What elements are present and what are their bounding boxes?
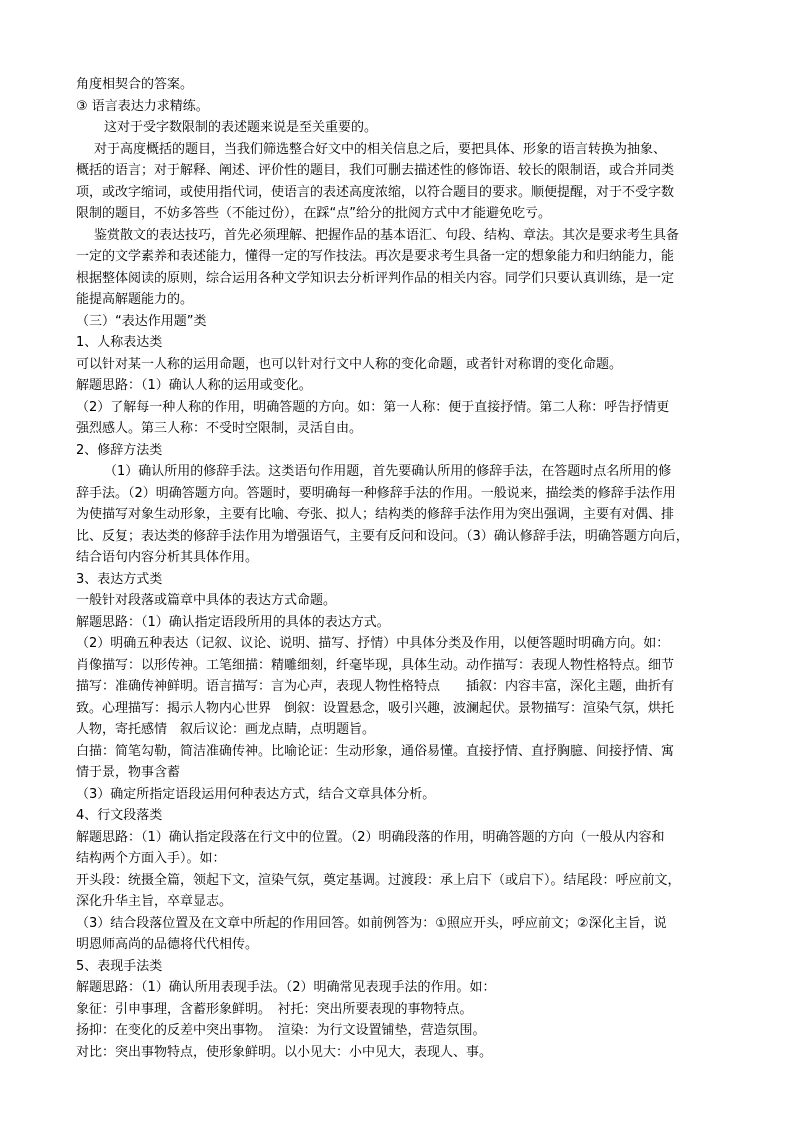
text-line: 根据整体阅读的原则，综合运用各种文学知识去分析评判作品的相关内容。同学们只要认真训练，是一定: [76, 270, 675, 286]
text-line: 这对于受字数限制的表述题来说是至关重要的。: [104, 120, 378, 135]
text-line: 致。心理描写：揭示人物内心世界 倒叙：设置悬念，吸引兴趣，波澜起伏。景物描写：渲染气氛，烘托: [76, 700, 675, 716]
text-line: 解题思路：（1）确认指定语段所用的具体的表达方式。: [76, 614, 390, 630]
text-line: 辞手法。（2）明确答题方向。答题时，要明确每一种修辞手法的作用。一般说来，描绘类的修辞手法作用: [76, 485, 676, 501]
text-line: 深化升华主旨，卒章显志。: [76, 894, 233, 909]
text-line: 描写：准确传神鲜明。语言描写：言为心声，表现人物性格特点 插叙：内容丰富，深化主题，曲折有: [76, 679, 675, 694]
text-line: 扬抑：在变化的反差中突出事物。 渲染：为行文设置铺垫，营造氛围。: [76, 1023, 486, 1038]
text-line: 能提高解题能力的。: [76, 292, 194, 307]
text-line: 鉴赏散文的表达技巧，首先必须理解、把握作品的基本语汇、句段、结构、章法。其次是要求考生具备: [94, 227, 680, 243]
text-line: 5、表现手法类: [76, 958, 163, 974]
text-line: 开头段：统摄全篇，领起下文，渲染气氛，奠定基调。过渡段：承上启下（或启下）。结尾段：呼应前文，: [76, 872, 681, 888]
text-line: 2、修辞方法类: [76, 442, 163, 458]
text-line: 强烈感人。第三人称：不受时空限制，灵活自由。: [76, 421, 363, 436]
text-line: 一般针对段落或篇章中具体的表达方式命题。: [76, 593, 337, 608]
text-line: 对于高度概括的题目，当我们筛选整合好文中的相关信息之后，要把具体、形象的语言转换为抽象、: [94, 141, 667, 157]
text-line: 为使描写对象生动形象，主要有比喻、夸张、拟人；结构类的修辞手法作用为突出强调，主要有对偶、排: [76, 507, 675, 522]
text-line: 白描：简笔勾勒，简洁准确传神。比喻论证：生动形象，通俗易懂。直接抒情、直抒胸臆、间接抒情、寓: [76, 743, 675, 759]
text-line: 象征：引申事理，含蓄形象鲜明。 衬托：突出所要表现的事物特点。: [76, 1001, 473, 1017]
text-line: 人物，寄托感情 叙后议论：画龙点睛，点明题旨。: [76, 722, 376, 737]
text-line: 解题思路：（1）确认人称的运用或变化。: [76, 378, 312, 393]
text-line: 结构两个方面入手）。如：: [76, 851, 226, 866]
text-line: 概括的语言；对于解释、阐述、评价性的题目，我们可删去描述性的修饰语、较长的限制语，或合并同类: [76, 163, 675, 178]
text-line: （3）结合段落位置及在文章中所起的作用回答。如前例答为：①照应开头，呼应前文；②深化主旨，说: [76, 915, 667, 931]
text-line: （2）明确五种表达（记叙、议论、说明、描写、抒情）中具体分类及作用，以便答题时明确方向。如：: [76, 636, 670, 651]
text-line: 可以针对某一人称的运用命题，也可以针对行文中人称的变化命题，或者针对称谓的变化命题。: [76, 356, 623, 372]
text-line: 情于景，物事含蓄: [76, 765, 181, 780]
text-line: （三）“表达作用题”类: [76, 313, 207, 329]
text-line: 1、人称表达类: [76, 335, 163, 350]
text-line: 4、行文段落类: [76, 808, 163, 823]
document-page: [76, 74, 724, 1063]
text-line: 限制的题目，不妨多答些（不能过份），在踩“点”给分的批阅方式中才能避免吃亏。: [76, 206, 551, 221]
text-line: （2）了解每一种人称的作用，明确答题的方向。如：第一人称：便于直接抒情。第二人称：呼告抒情更: [76, 399, 670, 415]
text-line: 3、表达方式类: [76, 571, 163, 587]
text-line: （3）确定所指定语段运用何种表达方式，结合文章具体分析。: [76, 786, 436, 802]
text-line: 项，或改字缩词，或使用指代词，使语言的表述高度浓缩，以符合题目的要求。顺便提醒，对于不受字数: [76, 184, 675, 200]
text-line: ③ 语言表达力求精练。: [76, 98, 209, 114]
text-line: 角度相契合的答案。: [76, 77, 194, 92]
text-line: 结合语句内容分析其具体作用。: [76, 550, 259, 565]
text-line: 解题思路：（1）确认指定段落在行文中的位置。（2）明确段落的作用，明确答题的方向（一般从内容和: [76, 829, 665, 845]
text-line: 一定的文学素养和表述能力，懂得一定的写作技法。再次是要求考生具备一定的想象能力和归纳能力，能: [76, 249, 675, 264]
text-line: 肖像描写：以形传神。工笔细描：精雕细刻，纤毫毕现，具体生动。动作描写：表现人物性格特点。细节: [76, 657, 675, 673]
text-line: 比、反复；表达类的修辞手法作用为增强语气，主要有反问和设问。（3）确认修辞手法，明确答题方向后，: [76, 528, 689, 544]
text-line: 对比：突出事物特点，使形象鲜明。以小见大：小中见大，表现人、事。: [76, 1044, 493, 1060]
text-line: 解题思路：（1）确认所用表现手法。（2）明确常见表现手法的作用。如：: [76, 980, 496, 995]
text-line: 明恩师高尚的品德将代代相传。: [76, 937, 259, 952]
text-line: （1）确认所用的修辞手法。这类语句作用题，首先要确认所用的修辞手法，在答题时点名所用的修: [104, 464, 672, 479]
